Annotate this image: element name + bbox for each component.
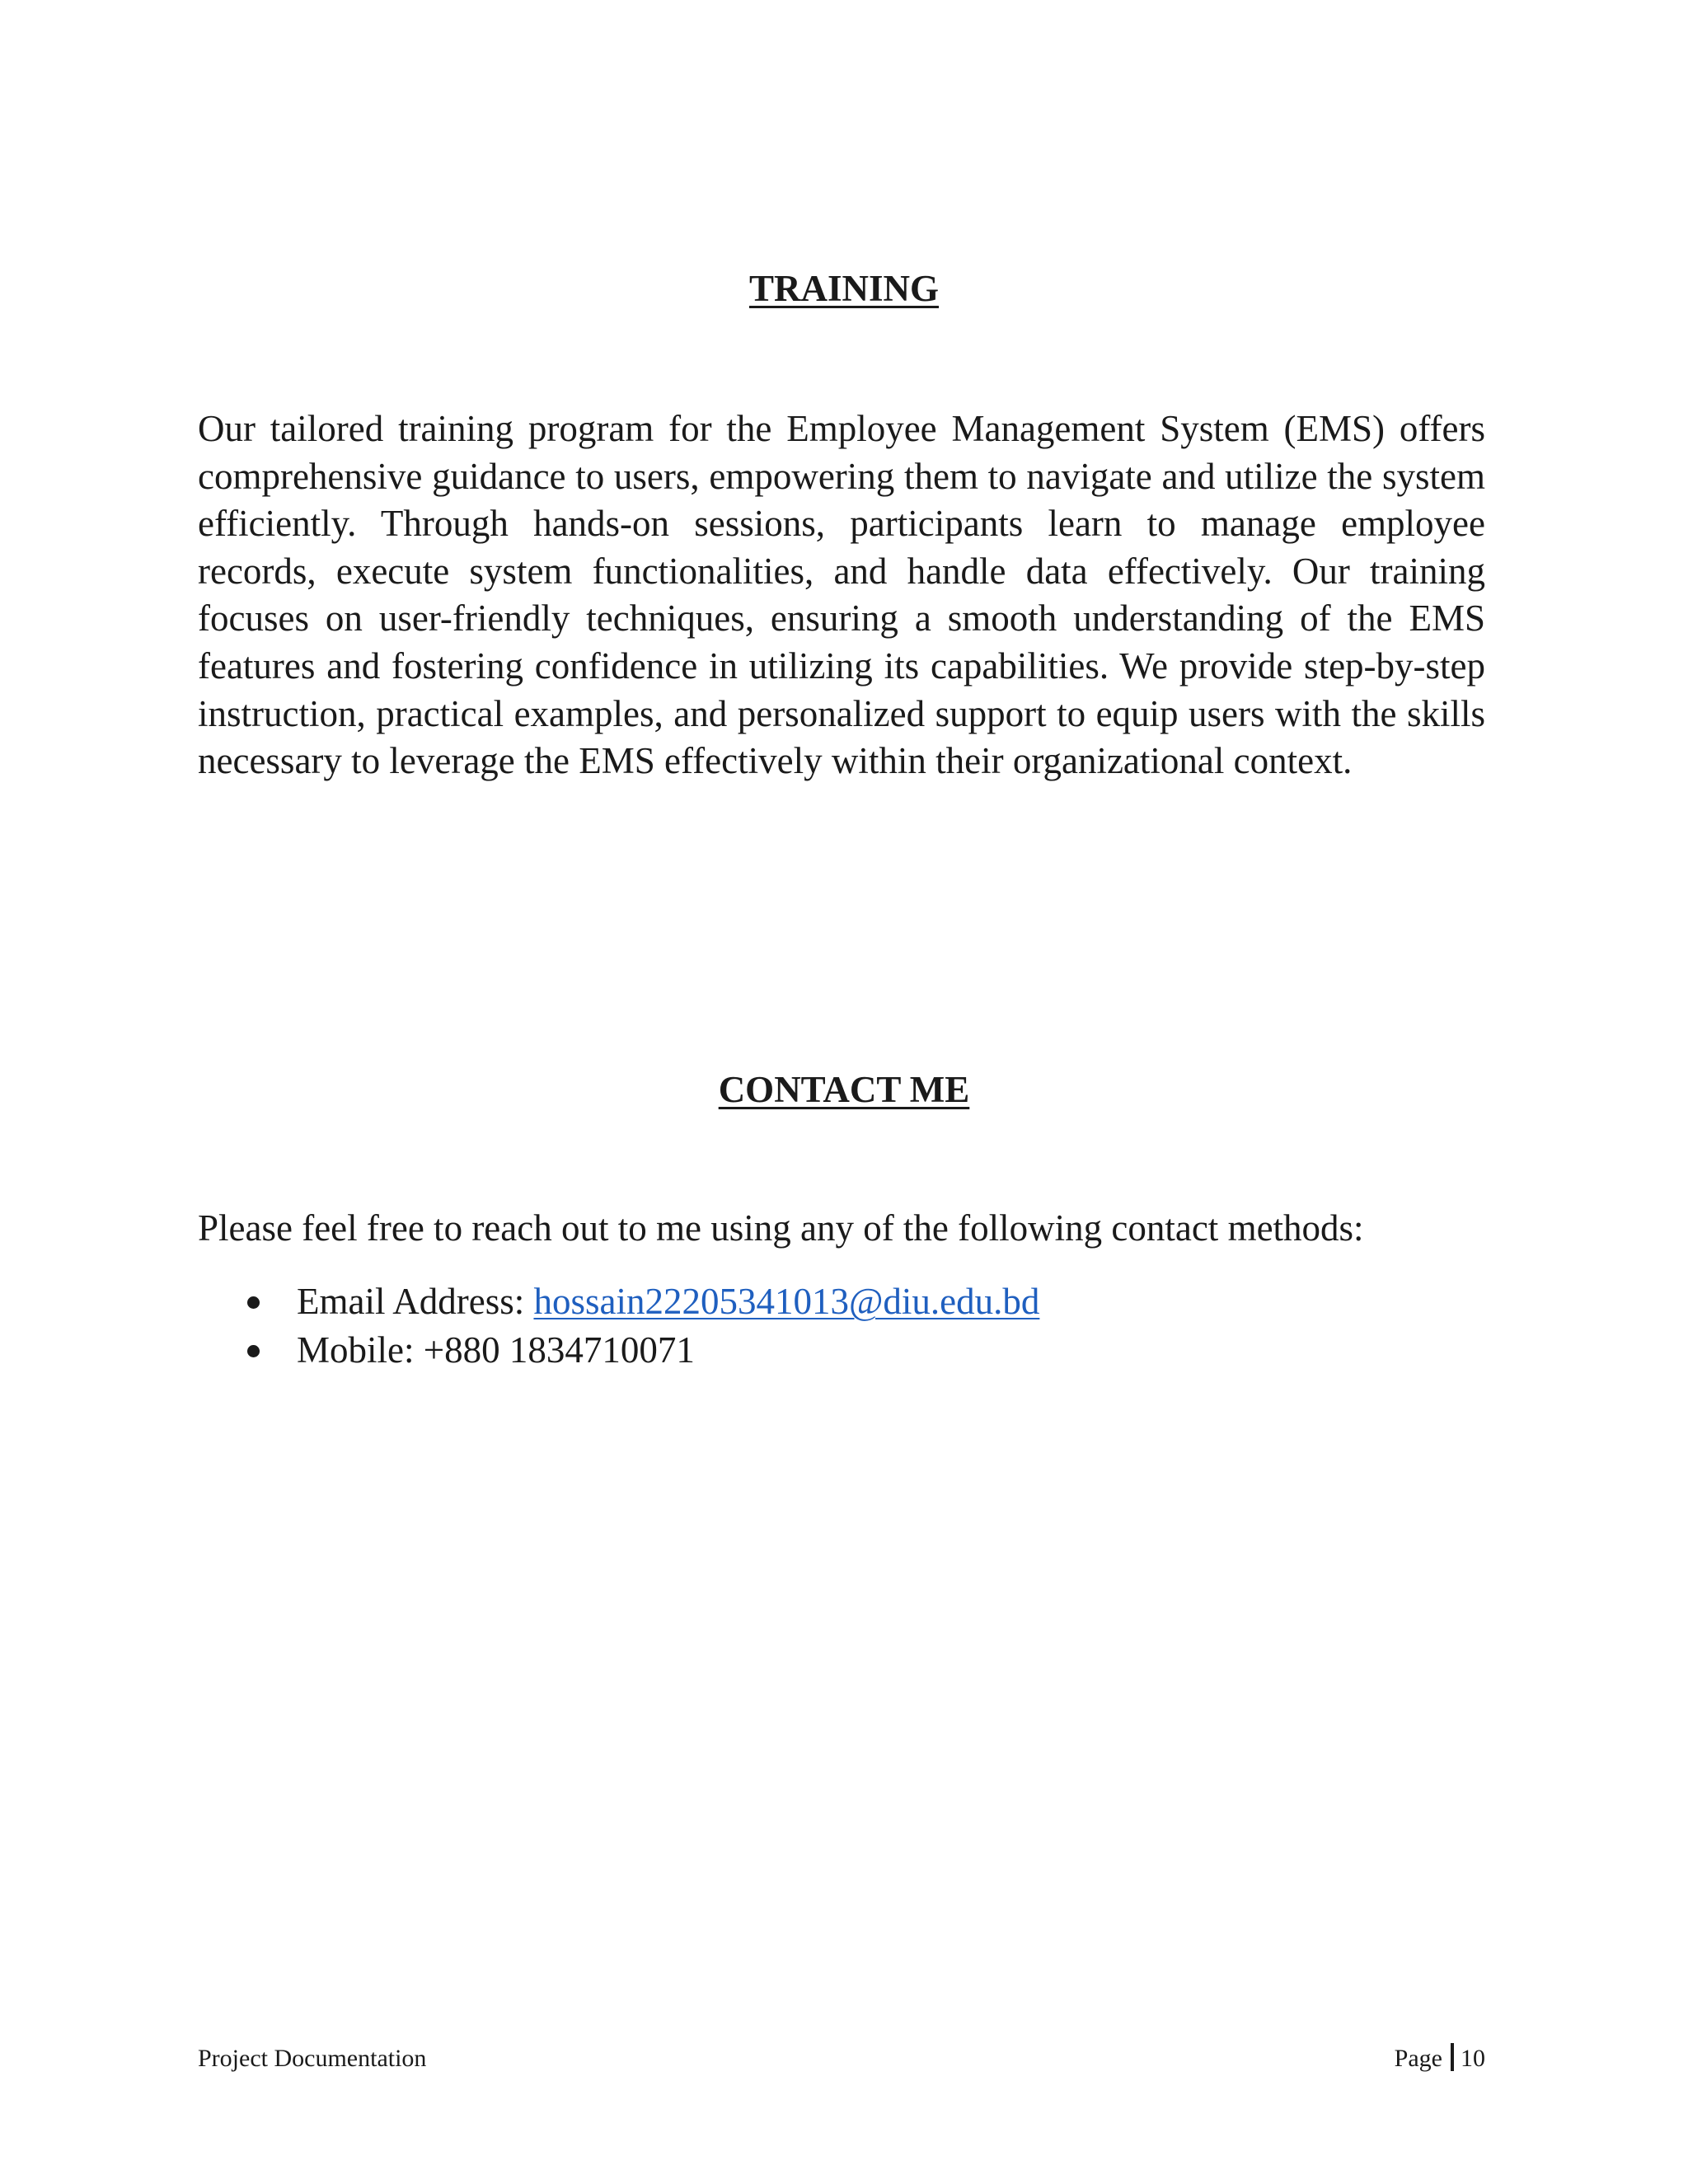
page-label: Page bbox=[1394, 2045, 1442, 2072]
list-item-email bbox=[198, 1277, 1485, 1326]
footer-document-title: Project Documentation bbox=[198, 2045, 427, 2072]
email-label: Email Address: bbox=[297, 1281, 534, 1322]
contact-methods-list bbox=[198, 1277, 1485, 1375]
contact-heading bbox=[0, 1066, 1688, 1113]
page-separator bbox=[1451, 2043, 1454, 2071]
email-link[interactable]: hossain22205341013@diu.edu.bd bbox=[533, 1281, 1040, 1322]
training-heading bbox=[0, 265, 1688, 312]
contact-heading-text: CONTACT ME bbox=[718, 1069, 970, 1110]
mobile-value: +880 1834710071 bbox=[423, 1329, 695, 1371]
mobile-label: Mobile: bbox=[297, 1329, 424, 1371]
page-number: 10 bbox=[1461, 2045, 1485, 2072]
bullet-icon bbox=[247, 1345, 260, 1357]
bullet-icon bbox=[247, 1296, 260, 1309]
contact-intro: Please feel free to reach out to me using any of the following contact methods: bbox=[198, 1207, 1364, 1249]
training-paragraph: Our tailored training program for the Employee Management System (EMS) offers comprehensive guidance to users, empowering them to navigate and utilize the system efficiently. Through hands-on sessions, participants learn to manage employee records, execute system functionalities, and handle data effectively. Our training focuses on user-friendly techniques, ensuring a smooth understanding of the EMS features and fostering confidence in utilizing its capabilities. We provide step-by-step instruction, practical examples, and personalized support to equip users with the skills necessary to leverage the EMS effectively within their organizational context. bbox=[198, 408, 1485, 782]
footer-page-number bbox=[1395, 2042, 1485, 2075]
training-heading-text: TRAINING bbox=[748, 268, 940, 309]
list-item-mobile bbox=[198, 1326, 1485, 1375]
